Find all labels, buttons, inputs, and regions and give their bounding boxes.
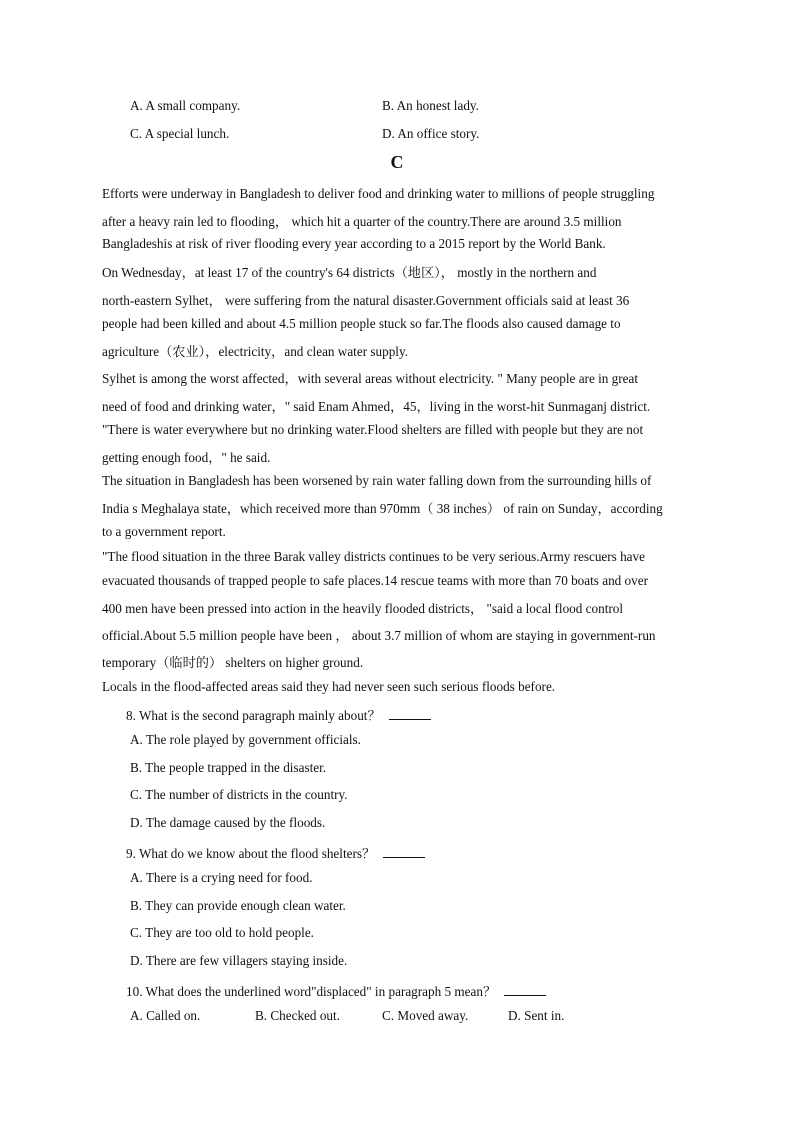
passage-line: after a heavy rain led to flooding， which hit a quarter of the country.There are around 3.5 million [102, 214, 622, 229]
question-10-text: 10. What does the underlined word"displaced" in paragraph 5 mean？ [126, 984, 497, 999]
passage-line: temporary（临时的） shelters on higher ground. [102, 655, 364, 670]
option-b: B. An honest lady. [382, 98, 479, 113]
passage-line: Locals in the flood-affected areas said they had never seen such serious floods before. [102, 679, 556, 694]
q10-option-a: A. Called on. [130, 1008, 201, 1023]
passage-line: to a government report. [102, 524, 226, 539]
question-9 [126, 843, 425, 862]
passage-line: Bangladeshis at risk of river flooding every year according to a 2015 report by the World Bank. [102, 236, 606, 251]
option-row-ab [130, 98, 690, 120]
q9-option-a: A. There is a crying need for food. [130, 870, 313, 885]
passage-line: "There is water everywhere but no drinking water.Flood shelters are filled with people but they are not [102, 422, 644, 437]
option-d: D. An office story. [382, 126, 480, 141]
q9-option-d: D. There are few villagers staying inside. [130, 953, 348, 968]
answer-blank-8[interactable] [389, 707, 431, 720]
answer-blank-9[interactable] [383, 845, 425, 858]
q10-option-b: B. Checked out. [255, 1008, 340, 1023]
passage-line: official.About 5.5 million people have been ， about 3.7 million of whom are staying in government-run [102, 628, 656, 643]
q9-option-c: C. They are too old to hold people. [130, 925, 314, 940]
q8-option-b: B. The people trapped in the disaster. [130, 760, 327, 775]
question-10 [126, 981, 546, 1000]
passage-line: agriculture（农业），electricity，and clean water supply. [102, 344, 409, 359]
q9-option-b: B. They can provide enough clean water. [130, 898, 346, 913]
option-c: C. A special lunch. [130, 126, 230, 141]
answer-blank-10[interactable] [504, 983, 546, 996]
passage-line: On Wednesday，at least 17 of the country's 64 districts（地区）， mostly in the northern and [102, 265, 597, 280]
passage-line: The situation in Bangladesh has been worsened by rain water falling down from the surrounding hills of [102, 473, 652, 488]
section-heading: C [390, 152, 404, 172]
option-row-cd [130, 126, 690, 148]
passage-line: Efforts were underway in Bangladesh to deliver food and drinking water to millions of people struggling [102, 186, 655, 201]
question-9-text: 9. What do we know about the flood shelters？ [126, 846, 376, 861]
passage-line: Sylhet is among the worst affected，with several areas without electricity. " Many people are in great [102, 371, 638, 386]
q8-option-c: C. The number of districts in the country. [130, 787, 348, 802]
passage-line: India s Meghalaya state，which received more than 970mm（ 38 inches） of rain on Sunday，according [102, 501, 663, 516]
passage-line: north-eastern Sylhet， were suffering from the natural disaster.Government officials said at least 36 [102, 293, 630, 308]
passage-line: evacuated thousands of trapped people to safe places.14 rescue teams with more than 70 boats and over [102, 573, 648, 588]
option-a: A. A small company. [130, 98, 241, 113]
q8-option-a: A. The role played by government officials. [130, 732, 361, 747]
passage-line: 400 men have been pressed into action in the heavily flooded districts， "said a local flood control [102, 601, 624, 616]
q8-option-d: D. The damage caused by the floods. [130, 815, 326, 830]
question-8-text: 8. What is the second paragraph mainly about？ [126, 708, 381, 723]
question-8 [126, 705, 431, 724]
q10-option-d: D. Sent in. [508, 1008, 565, 1023]
passage-line: need of food and drinking water，" said Enam Ahmed，45，living in the worst-hit Sunmaganj district. [102, 399, 651, 414]
q10-option-c: C. Moved away. [382, 1008, 469, 1023]
passage-line: people had been killed and about 4.5 million people stuck so far.The floods also caused damage to [102, 316, 621, 331]
passage-line: "The flood situation in the three Barak valley districts continues to be very serious.Army rescuers have [102, 549, 645, 564]
passage-line: getting enough food，" he said. [102, 450, 271, 465]
